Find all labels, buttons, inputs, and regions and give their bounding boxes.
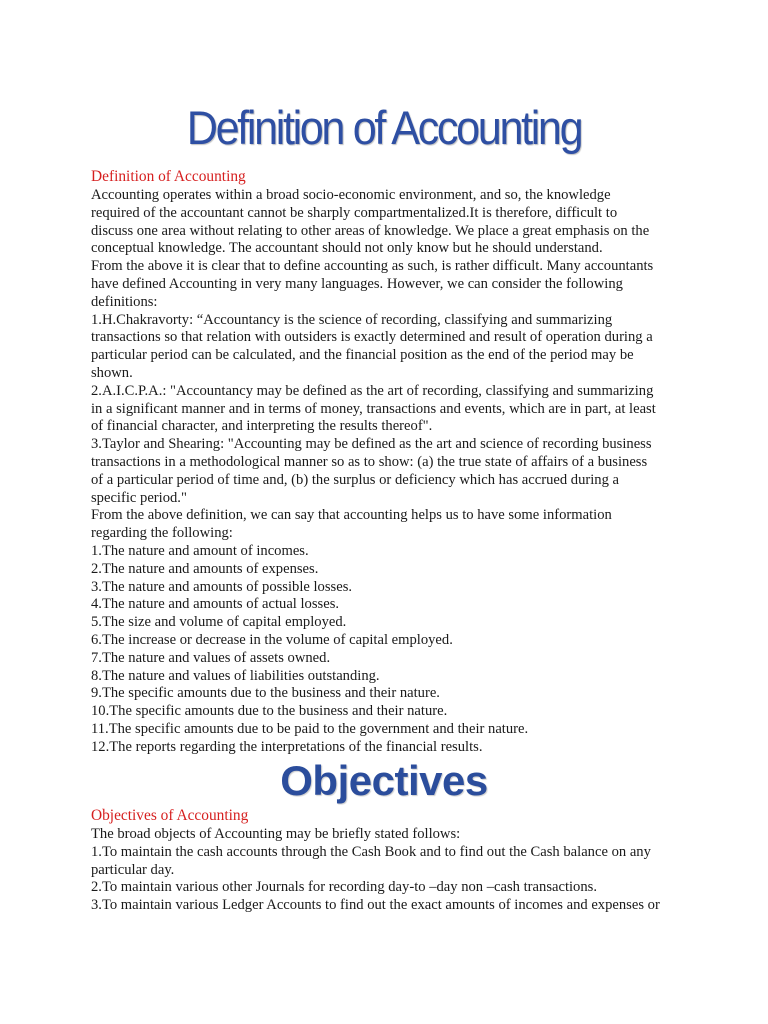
text-line: Accounting operates within a broad socio-economic environment, and so, the knowledge [91,187,611,203]
objectives-section [91,806,691,915]
definition-section [91,167,691,757]
text-line: 1.The nature and amount of incomes. [91,542,309,559]
text-line: 2.To maintain various other Journals for recording day-to –day non –cash transactions. [91,879,597,896]
text-line: From the above definition, we can say that accounting helps us to have some information [91,507,612,524]
text-line: in a significant manner and in terms of money, transactions and events, which are in part, at least [91,400,656,417]
text-line: specific period." [91,489,187,506]
text-line: transactions so that relation with outsiders is exactly determined and result of operation during a [91,329,653,346]
text-line: 11.The specific amounts due to be paid to the government and their nature. [91,720,529,737]
text-line: 3.The nature and amounts of possible losses. [91,578,353,595]
text-line: 10.The specific amounts due to the business and their nature. [91,703,448,720]
objectives-heading: Objectives of Accounting [91,807,249,824]
text-line: The broad objects of Accounting may be briefly stated follows: [91,826,461,842]
text-line: 12.The reports regarding the interpretations of the financial results. [91,738,483,755]
text-line: particular day. [91,861,175,878]
text-line: required of the accountant cannot be sharply compartmentalized.It is therefore, difficult to [91,204,618,221]
text-line: of a particular period of time and, (b) the surplus or deficiency which has accrued during a [91,471,620,488]
text-line: definitions: [91,293,158,310]
definition-heading: Definition of Accounting [91,168,246,185]
text-line: 6.The increase or decrease in the volume of capital employed. [91,631,453,648]
objectives-body [91,826,691,915]
definition-body [91,187,691,757]
text-line: of financial character, and interpreting the results thereof". [91,418,433,435]
text-line: 3.To maintain various Ledger Accounts to find out the exact amounts of incomes and expenses or [91,897,660,914]
objectives-banner-title: Objectives [280,757,488,804]
text-line: have defined Accounting in very many languages. However, we can consider the following [91,275,623,292]
text-line: conceptual knowledge. The accountant should not only know but he should understand. [91,240,603,257]
text-line: transactions in a methodological manner so as to show: (a) the true state of affairs of a business [91,453,648,470]
text-line: particular period can be calculated, and the financial position as the end of the period may be [91,347,634,364]
text-line: discuss one area without relating to other areas of knowledge. We place a great emphasis on the [91,222,650,239]
text-line: 3.Taylor and Shearing: "Accounting may be defined as the art and science of recording business [91,436,652,453]
definition-banner-title: Definition of Accounting [186,101,582,154]
text-line: 2.The nature and amounts of expenses. [91,560,319,577]
text-line: From the above it is clear that to define accounting as such, is rather difficult. Many accountants [91,258,654,275]
text-line: 8.The nature and values of liabilities outstanding. [91,667,380,684]
text-line: 1.H.Chakravorty: “Accountancy is the science of recording, classifying and summarizing [91,311,613,328]
text-line: shown. [91,364,133,381]
text-line: 2.A.I.C.P.A.: "Accountancy may be defined as the art of recording, classifying and summarizing [91,382,654,399]
text-line: 4.The nature and amounts of actual losses. [91,596,340,613]
text-line: 9.The specific amounts due to the business and their nature. [91,685,440,702]
text-line: 5.The size and volume of capital employed. [91,614,347,631]
text-line: regarding the following: [91,525,233,542]
text-line: 7.The nature and values of assets owned. [91,649,331,666]
text-line: 1.To maintain the cash accounts through the Cash Book and to find out the Cash balance on any [91,843,651,860]
